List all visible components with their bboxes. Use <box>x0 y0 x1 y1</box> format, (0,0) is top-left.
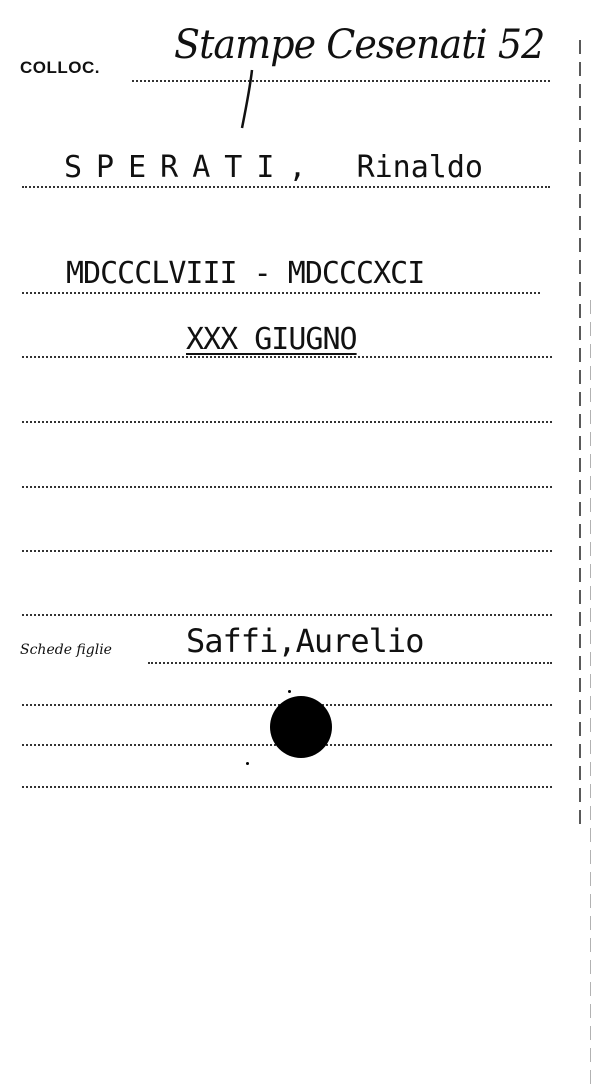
handwriting-descender-stroke <box>174 8 554 130</box>
author-given-name: Rinaldo <box>356 150 483 185</box>
death-date: XXX GIUGNO <box>186 322 357 357</box>
empty-rule <box>22 786 552 788</box>
empty-rule <box>22 550 552 552</box>
card-right-edge <box>579 40 581 830</box>
schede-figlie-value: Saffi,Aurelio <box>186 622 424 660</box>
years-rule <box>22 292 540 294</box>
author-surname: SPERATI, <box>64 150 321 185</box>
schede-rule <box>148 662 552 664</box>
life-years: MDCCCLVIII - MDCCCXCI <box>66 256 425 291</box>
colloc-handwritten-value <box>174 8 554 130</box>
colloc-label: COLLOC. <box>20 58 100 77</box>
empty-rule <box>22 614 552 616</box>
empty-rule <box>22 486 552 488</box>
colloc-value: Stampe Cesenati 52 <box>174 22 545 68</box>
ink-speck <box>288 690 291 693</box>
author-name <box>64 150 483 185</box>
punch-hole <box>270 696 332 758</box>
empty-rule <box>22 421 552 423</box>
card-right-edge-faint <box>590 300 591 1090</box>
name-rule <box>22 186 550 188</box>
ink-speck <box>246 762 249 765</box>
date-rule <box>22 356 552 358</box>
schede-figlie-label: Schede figlie <box>20 642 112 658</box>
